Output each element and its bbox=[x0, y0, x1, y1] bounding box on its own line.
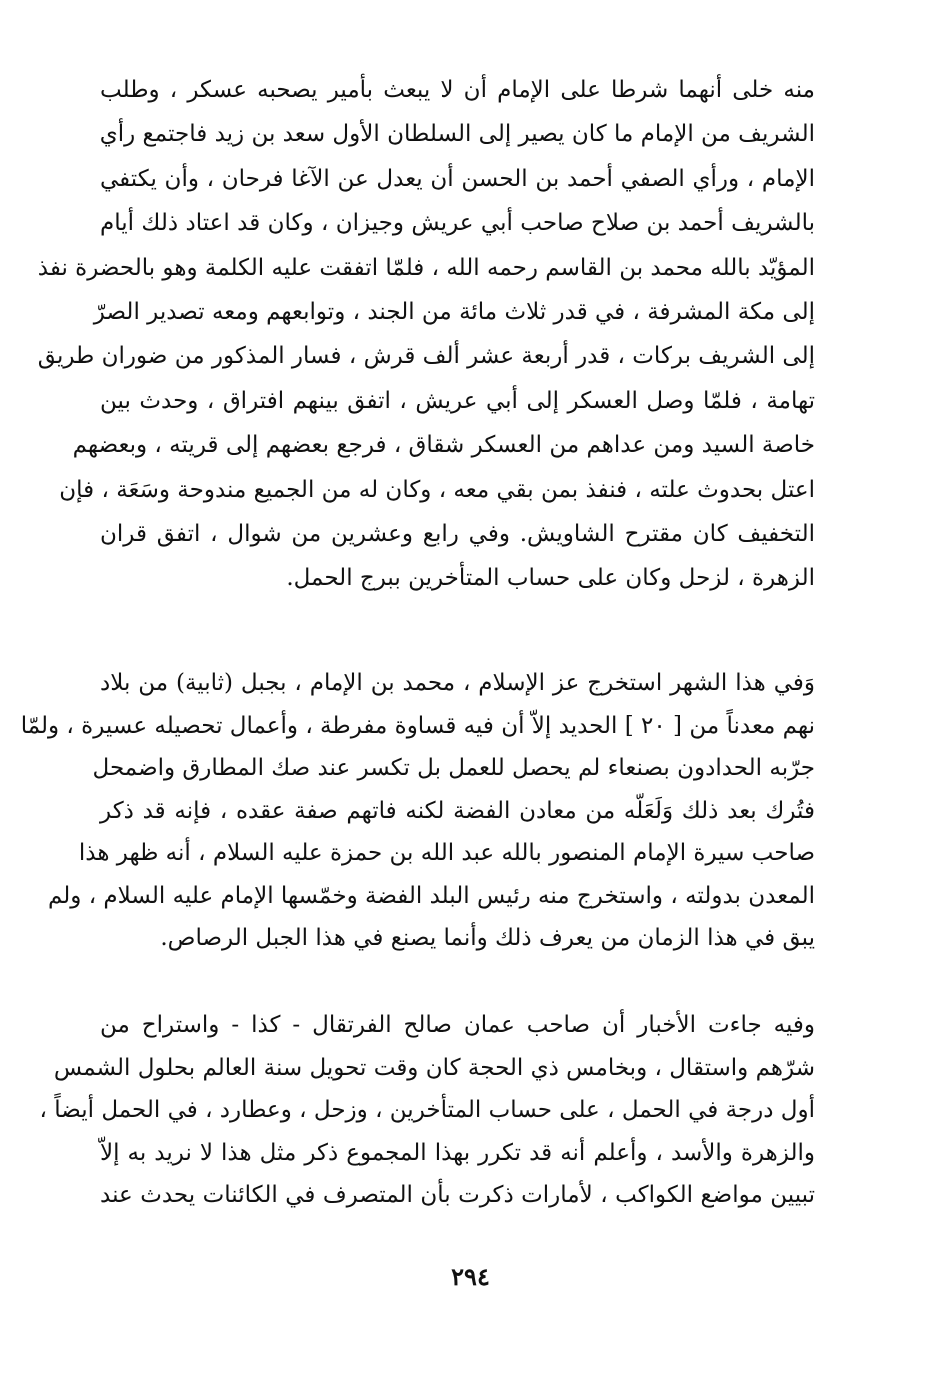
text-line: فتُرك بعد ذلك وَلَعَلّه من معادن الفضة لكنه فاتهم صفة عقده ، فإنه قد ذكر bbox=[100, 797, 815, 824]
paragraph-3 bbox=[39, 1004, 815, 1217]
text-line: وَفي هذا الشهر استخرج عز الإسلام ، محمد بن الإمام ، بجبل (ثابية) من بلاد bbox=[100, 670, 815, 696]
text-line: التخفيف كان مقترح الشاويش. وفي رابع وعشرين من شوال ، اتفق قران bbox=[100, 520, 815, 547]
paragraph-2 bbox=[20, 662, 815, 960]
text-line: إلى الشريف بركات ، قدر أربعة عشر ألف قرش ، فسار المذكور من ضوران طريق bbox=[37, 343, 815, 370]
text-line: جرّبه الحدادون بصنعاء لم يحصل للعمل بل تكسر عند صك المطارق واضمحل bbox=[92, 755, 815, 781]
text-line: تهامة ، فلمّا وصل العسكر إلى أبي عريش ، اتفق بينهم افتراق ، وحدث بين bbox=[100, 387, 815, 414]
paragraph-1 bbox=[37, 68, 815, 601]
text-line: يبق في هذا الزمان من يعرف ذلك وأنما يصنع في هذا الجبل الرصاص. bbox=[160, 925, 815, 951]
text-line: منه خلى أنهما شرطا على الإمام أن لا يبعث بأمير يصحبه عسكر ، وطلب bbox=[100, 77, 815, 103]
text-line: صاحب سيرة الإمام المنصور بالله عبد الله بن حمزة عليه السلام ، أنه ظهر هذا bbox=[78, 840, 815, 866]
text-line: الشريف من الإمام ما كان يصير إلى السلطان الأول سعد بن زيد فاجتمع رأي bbox=[99, 121, 815, 148]
text-line: الإمام ، ورأي الصفي أحمد بن الحسن أن يعدل عن الآغا فرحان ، وأن يكتفي bbox=[100, 165, 815, 192]
text-line: خاصة السيد ومن عداهم من العسكر شقاق ، فرجع بعضهم إلى قريته ، وبعضهم bbox=[72, 432, 815, 459]
text-line: إلى مكة المشرفة ، في قدر ثلاث مائة من الجند ، وتوابعهم ومعه تصدير الصرّ bbox=[93, 298, 815, 325]
text-line: اعتل بحدوث علته ، فنفذ بمن بقي معه ، وكان له من الجميع مندوحة وسَعَة ، فإن bbox=[59, 476, 815, 503]
text-line: بالشريف أحمد بن صلاح صاحب أبي عريش وجيزان ، وكان قد اعتاد ذلك أيام bbox=[100, 210, 815, 237]
text-line: وفيه جاءت الأخبار أن صاحب عمان صالح الفرتقال - كذا - واستراح من bbox=[100, 1012, 815, 1038]
page-number: ٢٩٤ bbox=[451, 1262, 490, 1291]
text-line: تبيين مواضع الكواكب ، لأمارات ذكرت بأن المتصرف في الكائنات يحدث عند bbox=[100, 1182, 815, 1208]
text-line: نهم معدناً من [ ٢٠ ] الحديد إلاّ أن فيه قساوة مفرطة ، وأعمال تحصيله عسيرة ، ولمّا bbox=[20, 712, 815, 739]
text-line: المعدن بدولته ، واستخرج منه رئيس البلد الفضة وخمّسها الإمام عليه السلام ، ولم bbox=[47, 882, 815, 909]
text-line: الزهرة ، لزحل وكان على حساب المتأخرين ببرج الحمل. bbox=[286, 565, 815, 592]
text-line: أول درجة في الحمل ، على حساب المتأخرين ، وزحل ، وعطارد ، في الحمل أيضاً ، bbox=[39, 1097, 815, 1123]
text-line: والزهرة والأسد ، وأعلم أنه قد تكرر بهذا المجموع ذكر مثل هذا لا نريد به إلاّ bbox=[100, 1139, 815, 1166]
text-line: شرّهم واستقال ، وبخامس ذي الحجة كان وقت تحويل سنة العالم بحلول الشمس bbox=[53, 1054, 815, 1081]
text-line: المؤيّد بالله محمد بن القاسم رحمه الله ، فلمّا اتفقت عليه الكلمة وهو بالحضرة نفذ bbox=[37, 254, 815, 281]
